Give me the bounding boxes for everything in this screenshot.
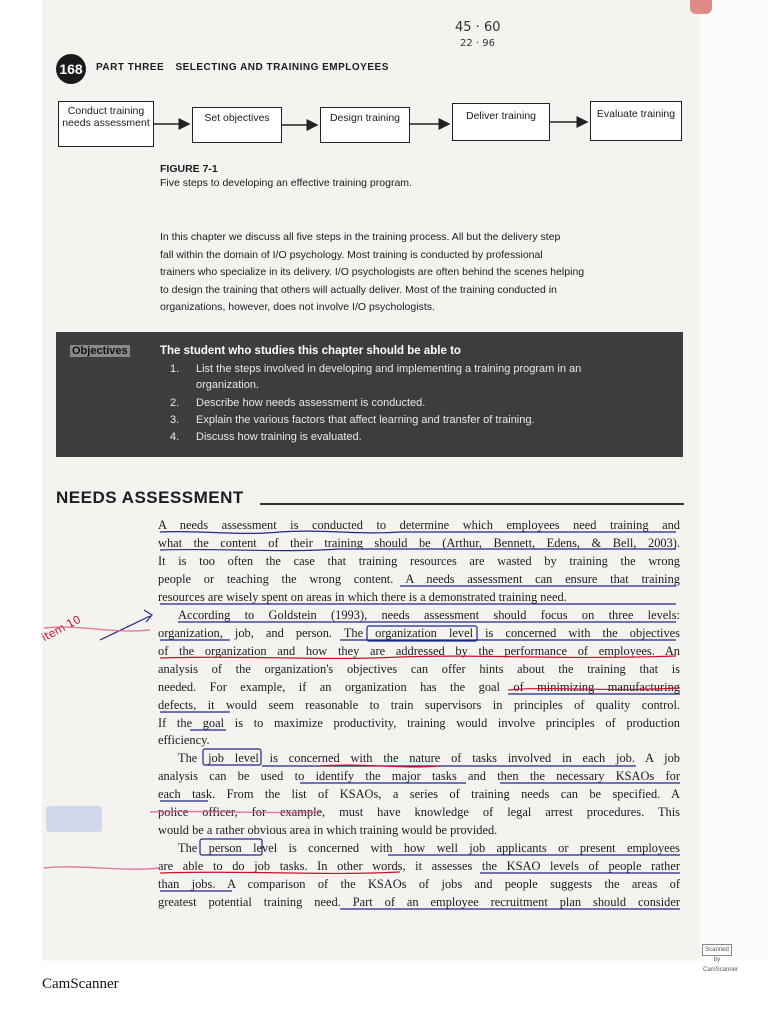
handwritten-note-top-2: 22 · 96 <box>460 38 495 49</box>
camscanner-watermark: CamScanner <box>42 976 119 992</box>
figure-label: FIGURE 7-1 <box>160 163 218 175</box>
body-line: of the organization and how they are addressed by the performance of employees. An <box>158 644 680 658</box>
body-line: people or teaching the wrong content. A needs assessment can ensure that training <box>158 572 680 586</box>
body-line: needed. For example, if an organization has the goal of minimizing manufacturing <box>158 680 680 694</box>
page-number: 168 <box>56 54 86 84</box>
intro-line: In this chapter we discuss all five steps in the training process. All but the delivery step <box>160 231 561 243</box>
body-line: According to Goldstein (1993), needs assessment should focus on three levels: <box>178 608 680 622</box>
objective-item: 3. Explain the various factors that affect learning and transfer of training. <box>170 414 535 426</box>
handwritten-note-top: 45 · 60 <box>455 20 501 35</box>
objective-item: organization. <box>196 379 259 391</box>
body-line: It is too often the case that training resources are wasted by training the wrong <box>158 554 680 568</box>
figure-caption: Five steps to developing an effective training program. <box>160 177 412 189</box>
objective-item: 1. List the steps involved in developing and implementing a training program in an <box>170 363 582 375</box>
intro-line: to design the training that others will actually deliver. Most of the training conducted in <box>160 283 557 296</box>
body-line: each task. From the list of KSAOs, a series of training needs can be specified. A <box>158 787 680 801</box>
body-line: analysis can be used to identify the major tasks and then the necessary KSAOs for <box>158 769 680 783</box>
body-line: analysis of the organization's objectives can offer hints about the training that is <box>158 662 680 676</box>
intro-paragraph <box>160 229 682 317</box>
camscanner-logo-text: Scanned by CamScanner <box>702 944 732 956</box>
body-line: are able to do job tasks. In other words, it assesses the KSAO levels of people rather <box>158 859 680 873</box>
body-line: efficiency. <box>158 733 210 747</box>
body-line: would be a rather obvious area in which training would be provided. <box>158 823 498 837</box>
body-line: defects, it would seem reasonable to train supervisors in principles of quality control. <box>158 698 680 712</box>
running-head <box>96 62 389 73</box>
section-heading: NEEDS ASSESSMENT <box>56 488 244 507</box>
body-line: organization, job, and person. The organization level is concerned with the objectives <box>158 626 680 640</box>
camscanner-logo <box>700 942 739 973</box>
heading-rule <box>260 503 684 505</box>
body-line: police officer, for example, must have knowledge of legal arrest procedures. This <box>158 805 680 819</box>
intro-line: organizations, however, does not involve I/O psychologists. <box>160 301 435 314</box>
body-line: than jobs. A comparison of the KSAOs of jobs and people suggests the areas of <box>158 877 680 891</box>
ink-blot <box>690 0 712 14</box>
figure-step-1: Conduct training needs assessment <box>58 101 154 147</box>
margin-note: item 10 <box>39 612 83 645</box>
body-line: The job level is concerned with the nature of tasks involved in each job. A job <box>178 751 680 765</box>
body-line: greatest potential training need. Part of an employee recruitment plan should consider <box>158 895 680 909</box>
objectives-label: Objectives <box>72 345 128 357</box>
objective-item: 2. Describe how needs assessment is conducted. <box>170 397 426 409</box>
intro-line: fall within the domain of I/O psychology. Most training is conducted by professional <box>160 248 543 261</box>
figure-step-2: Set objectives <box>192 107 282 143</box>
part-label: PART THREE <box>96 62 165 73</box>
body-line: If the goal is to maximize productivity, training would involve principles of production <box>158 716 680 730</box>
body-line: The person level is concerned with how well job applicants or present employees <box>178 841 680 855</box>
chapter-title: SELECTING AND TRAINING EMPLOYEES <box>175 62 389 73</box>
figure-step-3: Design training <box>320 107 410 143</box>
body-line: resources are wisely spent on areas in which there is a demonstrated training need. <box>158 590 567 604</box>
objectives-lead: The student who studies this chapter should be able to <box>160 345 461 357</box>
figure-step-4: Deliver training <box>452 103 550 141</box>
intro-line: trainers who specialize in its delivery. I/O psychologists are often behind the scenes helping <box>160 266 585 279</box>
figure-step-5: Evaluate training <box>590 101 682 141</box>
page-margin-right <box>700 0 768 960</box>
body-line: A needs assessment is conducted to determine which employees need training and <box>158 518 680 532</box>
body-line: what the content of their training should be (Arthur, Bennett, Edens, & Bell, 2003). <box>158 536 680 550</box>
objective-item: 4. Discuss how training is evaluated. <box>170 431 362 443</box>
